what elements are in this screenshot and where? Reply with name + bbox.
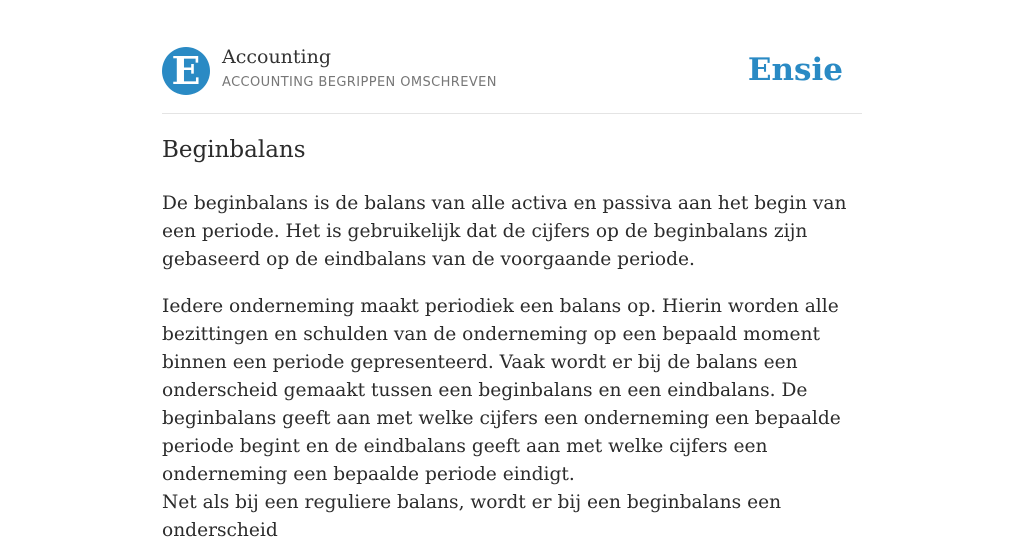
site-header bbox=[162, 0, 862, 114]
article-paragraph: De beginbalans is de balans van alle activa en passiva aan het begin van een periode. Het is gebruikelijk dat de cijfers op de beginbalans zijn gebaseerd op de eindbalans van de voorgaande periode. bbox=[162, 193, 847, 270]
site-subtitle: ACCOUNTING BEGRIPPEN OMSCHREVEN bbox=[222, 75, 497, 90]
article-paragraph: Iedere onderneming maakt periodiek een balans op. Hierin worden alle bezittingen en schulden van de onderneming op een bepaald moment binnen een periode gepresenteerd. Vaak wordt er bij de balans een onderscheid gemaakt tussen een beginbalans en een eindbalans. De beginbalans geeft aan met welke cijfers een onderneming een bepaalde periode begint en de eindbalans geeft aan met welke cijfers een onderneming een bepaalde periode eindigt. bbox=[162, 296, 841, 485]
page-container bbox=[162, 0, 862, 541]
article-paragraph: Net als bij een reguliere balans, wordt er bij een beginbalans een onderscheid bbox=[162, 492, 782, 541]
article-title: Beginbalans bbox=[162, 137, 306, 163]
site-logo[interactable] bbox=[162, 47, 210, 95]
brand-logo-link[interactable]: Ensie bbox=[747, 52, 843, 88]
site-title[interactable]: Accounting bbox=[222, 46, 332, 68]
logo-letter: E bbox=[171, 48, 201, 93]
